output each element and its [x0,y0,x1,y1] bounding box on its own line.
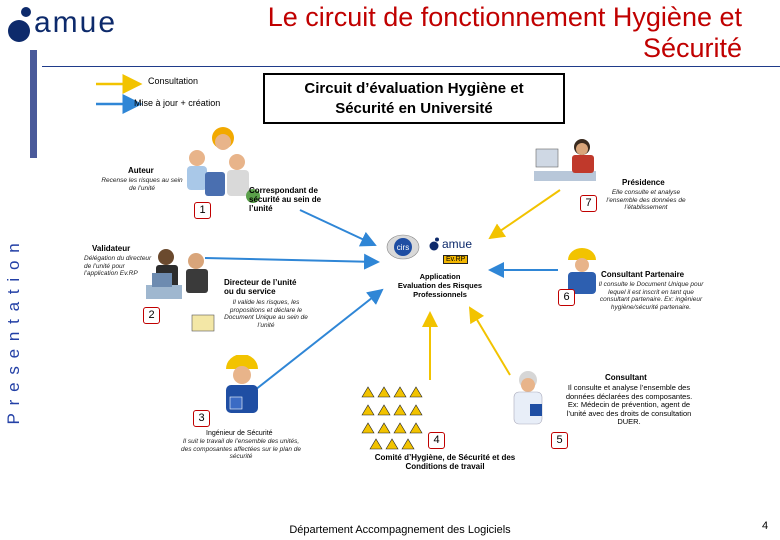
comite-warning-signs-icon [360,385,425,455]
application-name-line1: Evaluation des Risques [397,281,483,290]
application-label [380,272,500,299]
validateur-role: Validateur [92,244,131,253]
correspondant-role: Correspondant de sécurité au sein de l’unité [249,186,322,213]
consultant-role: Consultant [605,373,647,382]
validateur-desc: Délégation du directeur de l’unité pour l’application Ev.RP [84,255,152,277]
amue-mini-logo-icon [429,237,441,251]
legend-consultation-label: Consultation [148,76,199,86]
cirs-logo-icon [385,233,425,261]
consultant-icon [508,370,550,430]
page-title-line1: Le circuit de fonctionnement Hygiène et [267,2,742,32]
legend-update-label: Mise à jour + création [134,98,221,108]
step-badge-3: 3 [193,410,210,427]
step-badge-5: 5 [551,432,568,449]
page-number: 4 [762,520,769,532]
auteur-group-icon [175,122,260,217]
consultant-desc: Il consulte et analyse l’ensemble des données déclarées des composantes. Ex: Médecin de prévention, agent de l’unité avec des droits de consultation DUER. [565,383,693,427]
presidence-desc: Elle consulte et analyse l’ensemble des données de l’établissement [606,189,686,211]
step-badge-7: 7 [580,195,597,212]
step-badge-2: 2 [143,307,160,324]
directeur-role: Directeur de l’unité ou du service [224,278,297,296]
step-badge-4: 4 [428,432,445,449]
presidence-icon [530,135,610,197]
diagram-title: Circuit d’évaluation Hygiène et Sécurité en Université [304,79,524,117]
application-label-title: Application [419,272,461,281]
diagram-title-box [263,73,565,124]
cirs-logo-text: cirs [396,243,410,252]
evrp-badge: Ev.RP [443,255,468,264]
application-name-line2: Professionnels [413,290,467,299]
comite-role: Comité d’Hygiène, de Sécurité et des Conditions de travail [374,453,516,471]
arrow-auteur [300,210,375,245]
consultant-partenaire-role: Consultant Partenaire [601,270,685,279]
auteur-desc: Recense les risques au sein de l’unité [101,177,183,192]
ingenieur-role: Ingénieur de Sécurité [206,430,273,437]
arrow-presidence [490,190,560,238]
step-badge-1: 1 [194,202,211,219]
arrow-directeur [205,258,378,262]
presidence-role: Présidence [622,178,665,187]
arrow-consultant [470,308,510,375]
side-label-text: Presentation [4,235,23,425]
amue-mini-logo-text: amue [442,237,473,251]
page-title-line2: Sécurité [642,33,742,63]
logo-text: amue [34,6,118,39]
consultant-partenaire-desc: Il consulte le Document Unique pour lequel il est inscrit en tant que consultant partenaire. Ex: ingénieur hygiène/sécurité partenaire. [598,281,704,311]
footer-department: Département Accompagnement des Logiciels [289,524,511,536]
step-badge-6: 6 [558,289,575,306]
ingenieur-icon [218,355,268,417]
auteur-role: Auteur [128,166,154,175]
ingenieur-desc: Il suit le travail de l’ensemble des unités, des composantes affectées sur le plan de sécurité [181,438,301,460]
directeur-desc: Il valide les risques, les propositions et déclare le Document Unique au sein de l’unité [224,299,308,329]
